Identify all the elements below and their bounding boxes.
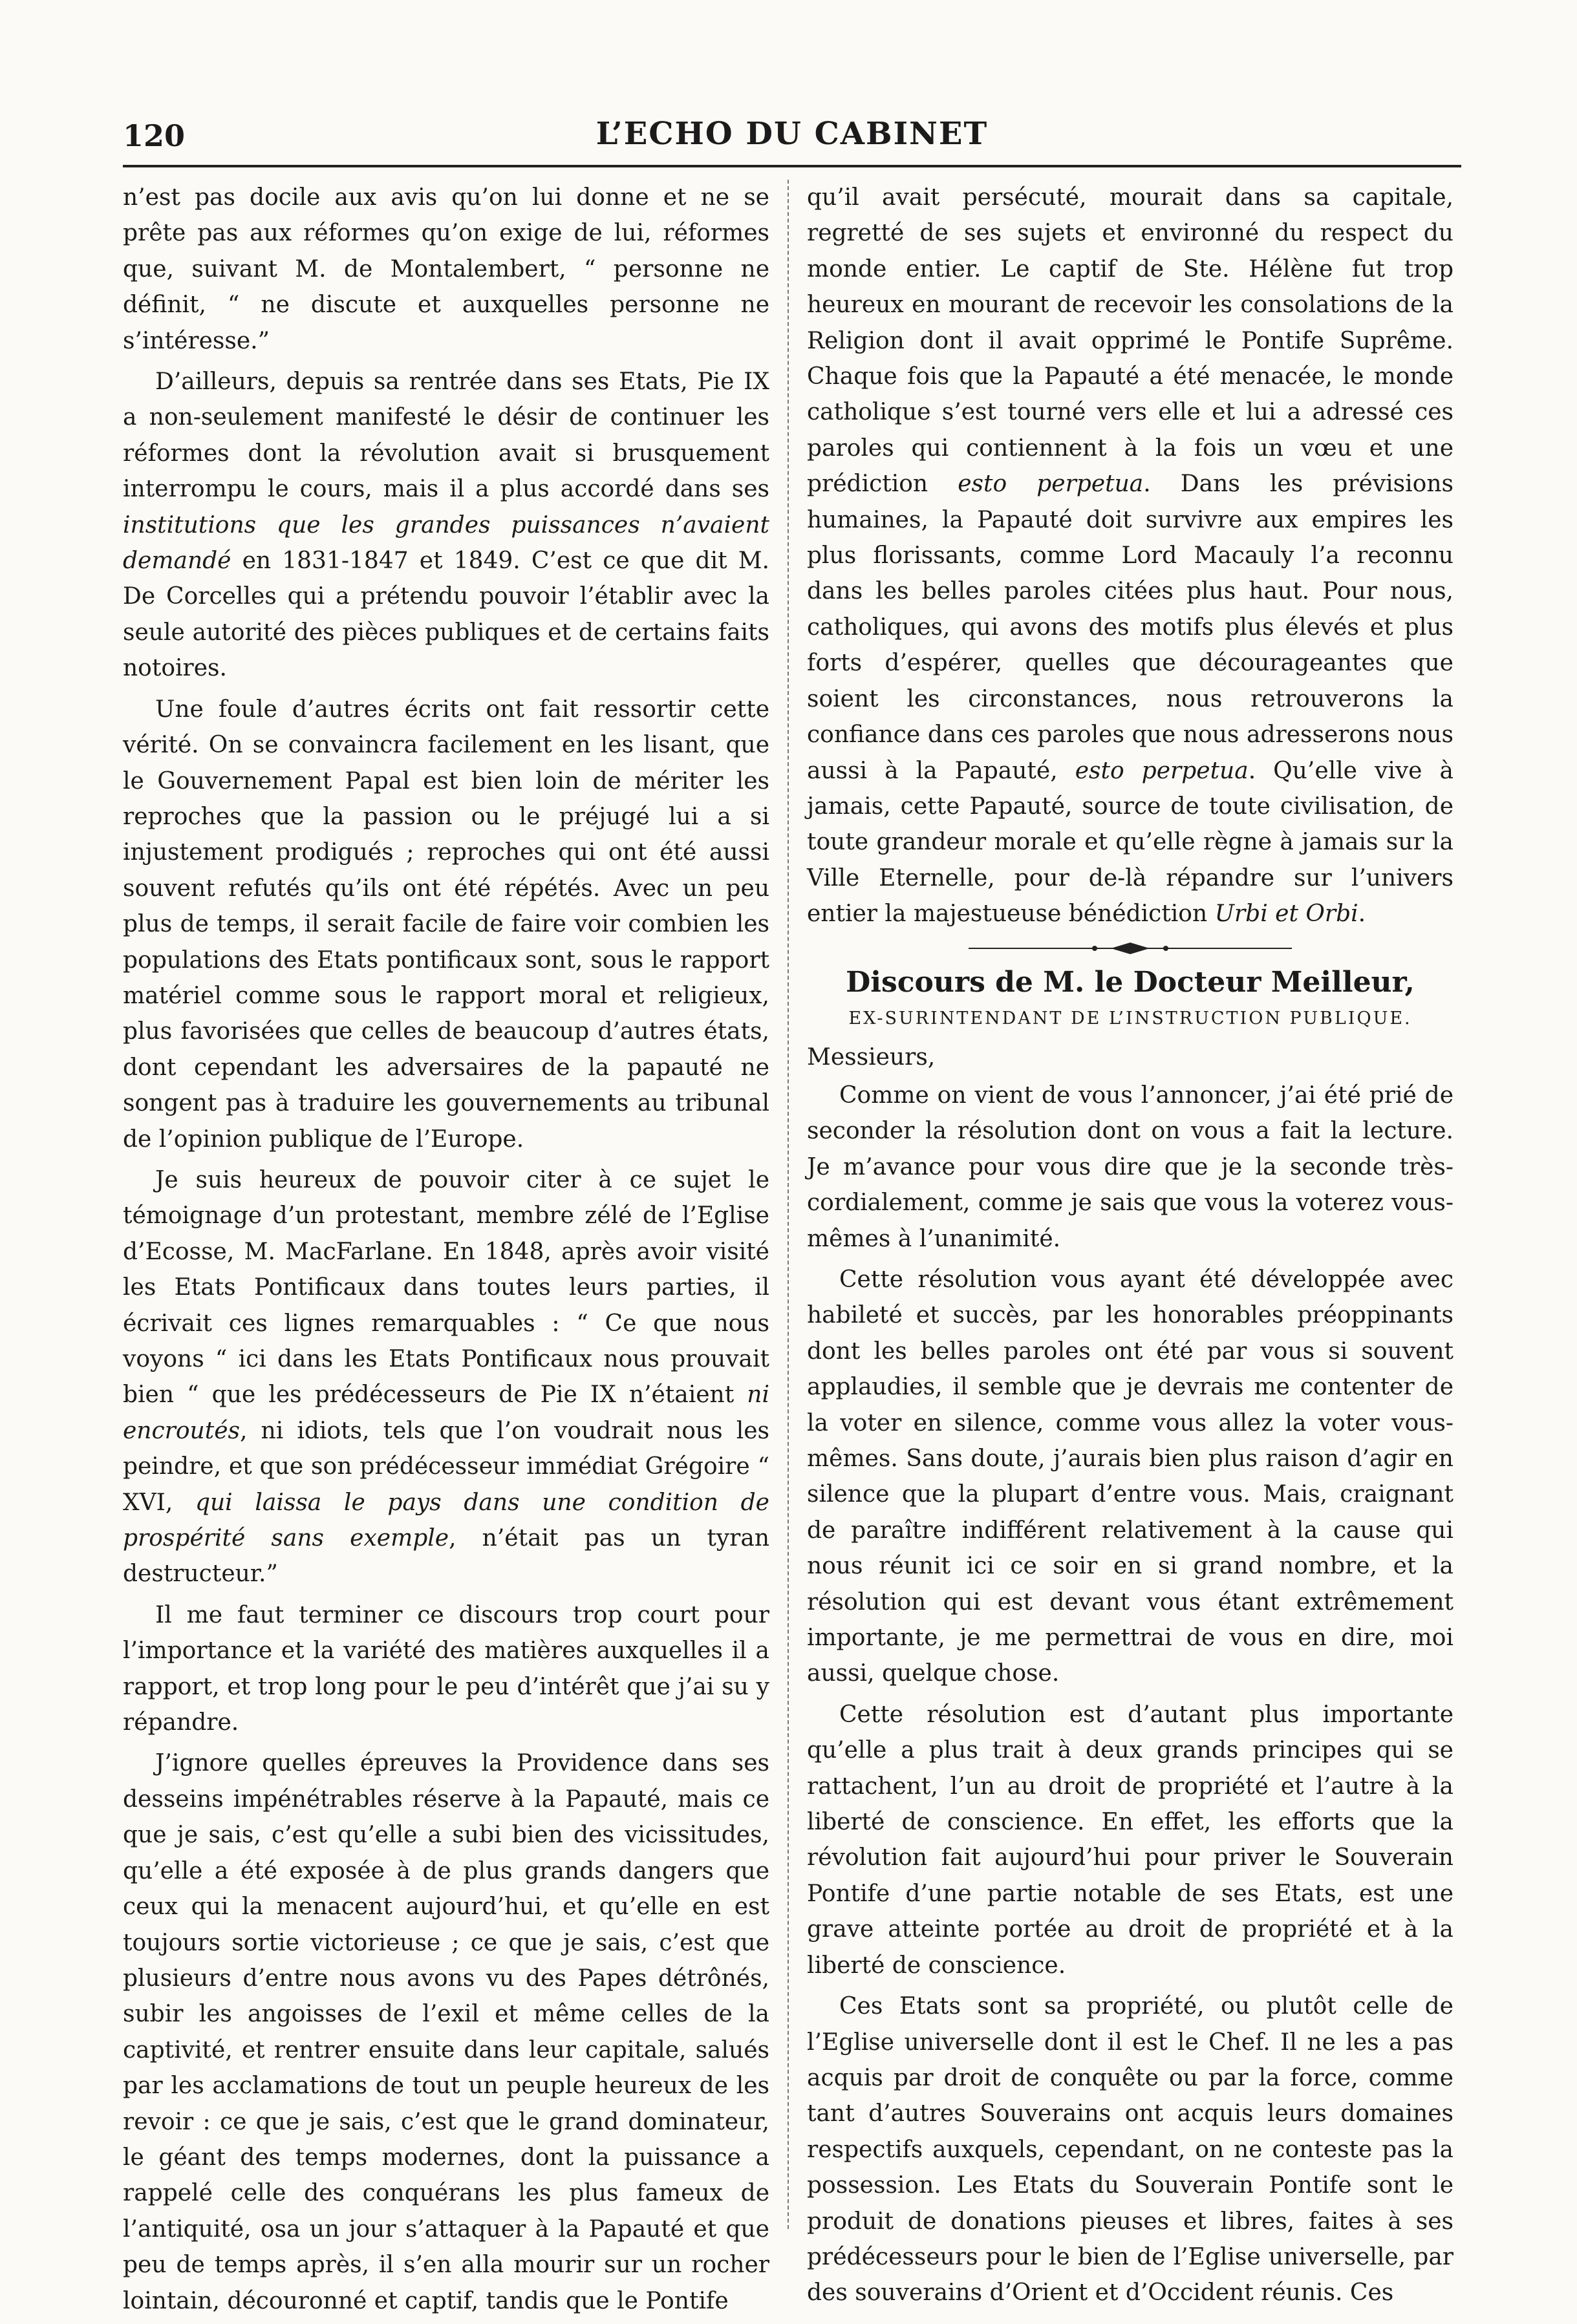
left-column: [123, 180, 769, 2324]
salutation: Messieurs,: [807, 1043, 936, 1071]
paragraph: Je suis heureux de pouvoir citer à ce sujet le témoignage d’un protestant, membre zélé de l’Eglise d’Ecosse, M. MacFarlane. En 1848, après avoir visité les Etats Pontificaux dans toutes leurs parties, il écrivait ces lignes remarquables : “ Ce que nous voyons “ ici dans les Etats Pontificaux nous prouvait bien “ que les prédécesseurs de Pie IX n’étaient ni encroutés, ni idiots, tels que l’on voudrait nous les peindre, et que son prédécesseur immédiat Grégoire “ XVI, qui laissa le pays dans une condition de prospérité sans exemple, n’était pas un tyran destructeur.”: [123, 1166, 769, 1588]
page-header: [123, 113, 1461, 158]
paragraph: Il me faut terminer ce discours trop court pour l’importance et la variété des matières auxquelles il a rapport, et trop long pour le peu d’intérêt que j’ai su y répandre.: [123, 1601, 769, 1736]
section-subtitle: EX-SURINTENDANT DE L’INSTRUCTION PUBLIQUE.: [848, 1008, 1412, 1029]
paragraph: qu’il avait persécuté, mourait dans sa capitale, regretté de ses sujets et environné du respect du monde entier. Le captif de Ste. Hélène fut trop heureux en mourant de recevoir les consolations de la Religion dont il avait opprimé le Pontife Suprême. Chaque fois que la Papauté a été menacée, le monde catholique s’est tourné vers elle et lui a adressé ces paroles qui contiennent à la fois un vœu et une prédiction esto perpetua. Dans les prévisions humaines, la Papauté doit survivre aux empires les plus florissants, comme Lord Macauly l’a reconnu dans les belles paroles citées plus haut. Pour nous, catholiques, qui avons des motifs plus élevés et plus forts d’espérer, quelles que décourageantes que soient les circonstances, nous retrouverons la confiance dans ces paroles que nous adresserons nous aussi à la Papauté, esto perpetua. Qu’elle vive à jamais, cette Papauté, source de toute civilisation, de toute grandeur morale et qu’elle règne à jamais sur la Ville Eternelle, pour de-là répandre sur l’univers entier la majestueuse bénédiction Urbi et Orbi.: [807, 184, 1454, 928]
paragraph: D’ailleurs, depuis sa rentrée dans ses Etats, Pie IX a non-seulement manifesté le désir de continuer les réformes dont la révolution avait si brusquement interrompu le cours, mais il a plus accordé dans ses institutions que les grandes puissances n’avaient demandé en 1831-1847 et 1849. C’est ce que dit M. De Corcelles qui a prétendu pouvoir l’établir avec la seule autorité des pièces publiques et de certains faits notoires.: [123, 368, 769, 682]
ornament-divider: [962, 939, 1298, 958]
right-column: [807, 180, 1454, 2316]
paragraph: n’est pas docile aux avis qu’on lui donne et ne se prête pas aux réformes qu’on exige de lui, réformes que, suivant M. de Montalembert, “ personne ne définit, “ ne discute et auxquelles personne ne s’intéresse.”: [123, 184, 769, 354]
column-divider: [788, 180, 789, 2229]
header-rule: [123, 165, 1461, 167]
paragraph: Cette résolution est d’autant plus importante qu’elle a plus trait à deux grands principes qui se rattachent, l’un au droit de propriété et l’autre à la liberté de conscience. En effet, les efforts que la révolution fait aujourd’hui pour priver le Souverain Pontife d’une partie notable de ses Etats, est une grave atteinte portée au droit de propriété et à la liberté de conscience.: [807, 1701, 1454, 1979]
paragraph: Ces Etats sont sa propriété, ou plutôt celle de l’Eglise universelle dont il est le Chef. Il ne les a pas acquis par droit de conquête ou par la force, comme tant d’autres Souverains ont acquis leurs domaines respectifs auxquels, cependant, on ne conteste pas la possession. Les Etats du Souverain Pontife sont le produit de donations pieuses et libres, faites à ses prédécesseurs pour le bien de l’Eglise universelle, par des souverains d’Orient et d’Occident réunis. Ces: [807, 1993, 1454, 2307]
section-title: Discours de M. le Docteur Meilleur,: [846, 965, 1415, 999]
paragraph: Une foule d’autres écrits ont fait ressortir cette vérité. On se convaincra facilement en les lisant, que le Gouvernement Papal est bien loin de mériter les reproches que la passion ou le préjugé lui a si injustement prodigués ; reproches qui ont été aussi souvent refutés qu’ils ont été répétés. Avec un peu plus de temps, il serait facile de faire voir combien les populations des Etats pontificaux sont, sous le rapport matériel comme sous le rapport moral et religieux, plus favorisées que celles de beaucoup d’autres états, dont cependant les adversaires de la papauté ne songent pas à traduire les gouvernements au tribunal de l’opinion publique de l’Europe.: [123, 696, 769, 1153]
page-number: 120: [123, 118, 186, 153]
running-title: L’ECHO DU CABINET: [595, 116, 989, 152]
paragraph: Cette résolution vous ayant été développée avec habileté et succès, par les honorables préoppinants dont les belles paroles ont été par vous si souvent applaudies, il semble que je devrais me contenter de la voter en silence, comme vous allez la voter vous-mêmes. Sans doute, j’aurais bien plus raison d’agir en silence que la plupart d’entre vous. Mais, craignant de paraître indifférent relativement à la cause qui nous réunit ici ce soir en si grand nombre, et la résolution qui est devant vous étant extrêmement importante, je me permettrai de vous en dire, moi aussi, quelque chose.: [807, 1266, 1454, 1687]
paragraph: Comme on vient de vous l’annoncer, j’ai été prié de seconder la résolution dont on vous a fait la lecture. Je m’avance pour vous dire que je la seconde très-cordialement, comme je sais que vous la voterez vous-mêmes à l’unanimité.: [807, 1082, 1454, 1252]
paragraph: J’ignore quelles épreuves la Providence dans ses desseins impénétrables réserve à la Papauté, mais ce que je sais, c’est qu’elle a subi bien des vicissitudes, qu’elle a été exposée à de plus grands dangers que ceux qui la menacent aujourd’hui, et qu’elle en est toujours sortie victorieuse ; ce que je sais, c’est que plusieurs d’entre nous avons vu des Papes détrônés, subir les angoisses de l’exil et même celles de la captivité, et rentrer ensuite dans leur capitale, salués par les acclamations de tout un peuple heureux de les revoir : ce que je sais, c’est que le grand dominateur, le géant des temps modernes, dont la puissance a rappelé celle des conquérans les plus fameux de l’antiquité, osa un jour s’attaquer à la Papauté et que peu de temps après, il s’en alla mourir sur un rocher lointain, découronné et captif, tandis que le Pontife: [123, 1750, 769, 2314]
